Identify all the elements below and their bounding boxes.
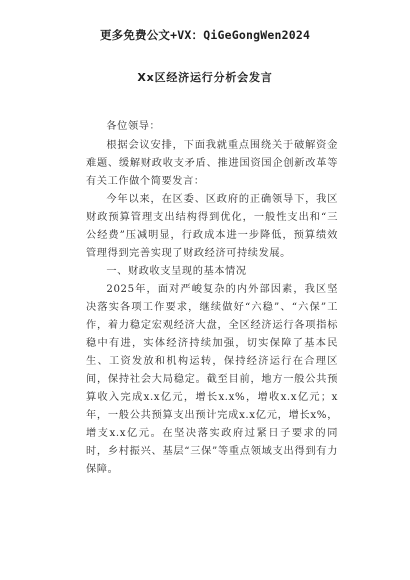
- paragraph-overview: 今年以来，在区委、区政府的正确领导下，我区财政预算管理支出结构得到优化，一般性支出和“三公经费”压减明显，行政成本进一步降低，预算绩效管理得到完善实现了财政经济可持续发展。: [86, 194, 338, 259]
- salutation: 各位领导：: [106, 121, 161, 132]
- document-title: Xx区经济运行分析会发言: [137, 71, 273, 84]
- section-heading: 一、财政收支呈现的基本情况: [106, 266, 247, 277]
- paragraph-intro: 根据会议安排，下面我就重点围绕关于破解资金难题、缓解财政收支矛盾、推进国资国企创新改革等有关工作做个简要发言：: [86, 140, 338, 187]
- promo-banner: 更多免费公文+VX：QiGeGongWen2024: [99, 28, 311, 42]
- section-paragraph: 2025年，面对严峻复杂的内外部因素，我区坚决落实各项工作要求，继续做好“六稳”、“六保”工作，着力稳定宏观经济大盘，全区经济运行各项指标稳中有进，实体经济持续加强，切实保障了基本民生、工资发放和机构运转，保持经济运行在合理区间，保持社会大局稳定。截至目前，地方一般公共预算收入完成x.x亿元，增长x.x%，增收x.x亿元；x年，一般公共预算支出预计完成x.x亿元，增长x%，增支x.x亿元。在坚决落实政府过紧日子要求的同时，乡村振兴、基层“三保”等重点领域支出得到有力保障。: [86, 284, 338, 475]
- document-body: [86, 118, 338, 479]
